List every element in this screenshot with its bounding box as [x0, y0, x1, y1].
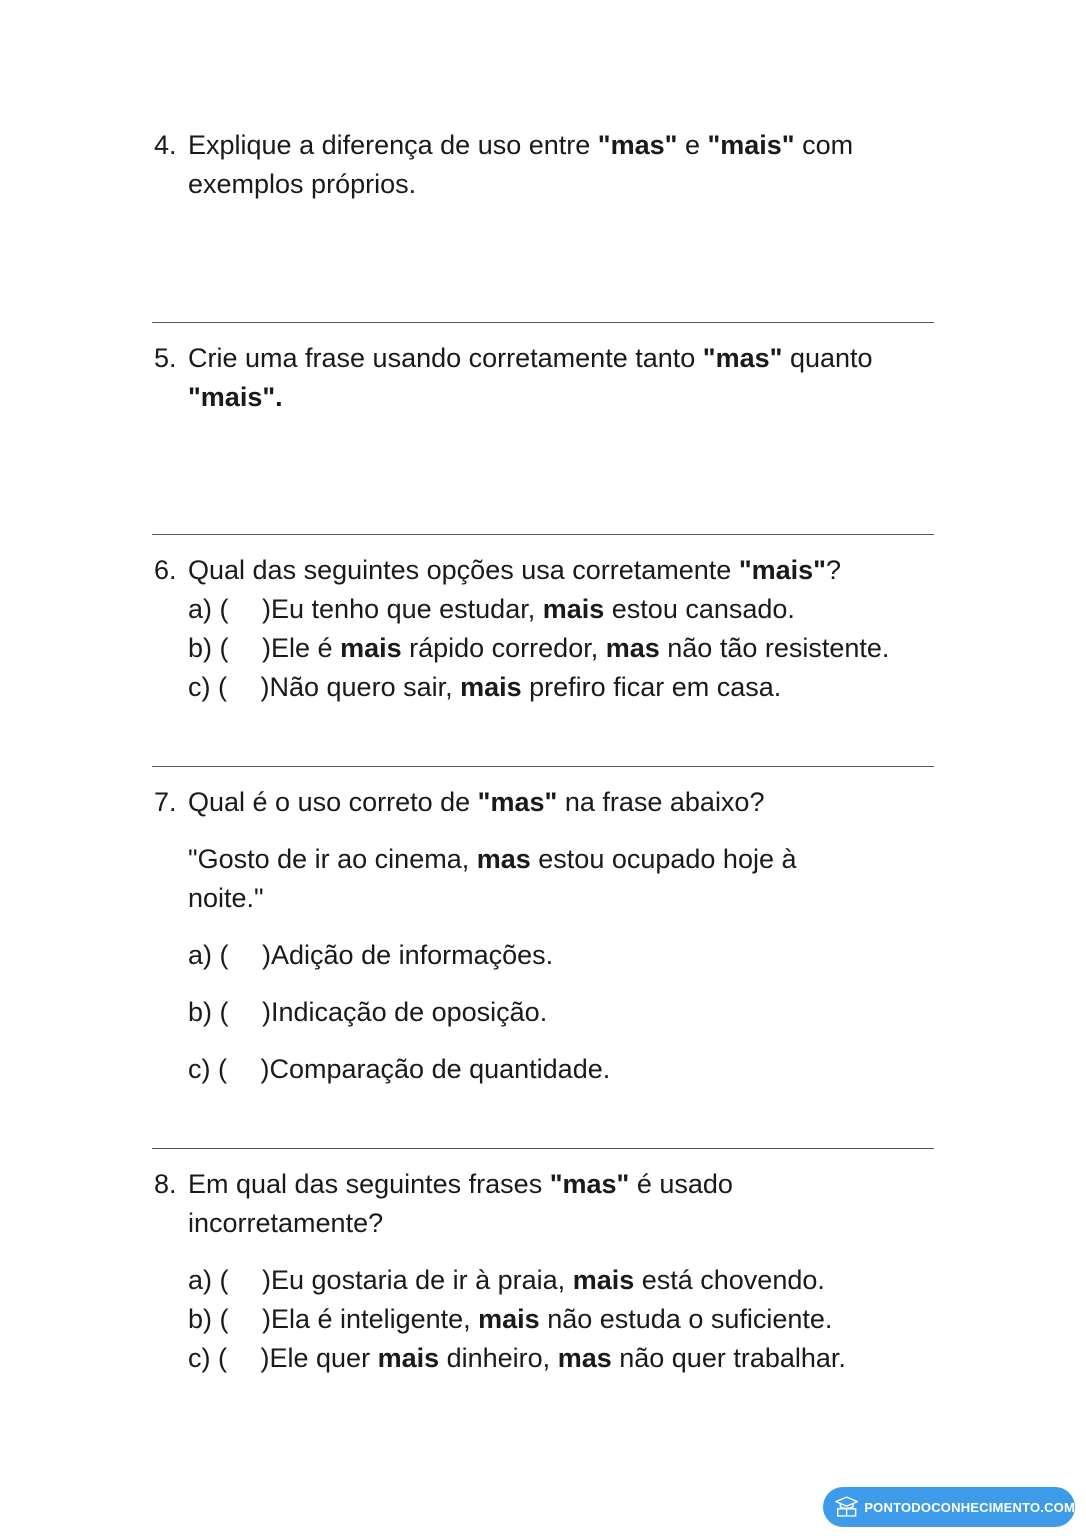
question-line [188, 551, 944, 590]
text-segment: e [677, 130, 708, 160]
text-segment: b) ( [188, 633, 237, 663]
text-segment: incorretamente? [188, 1208, 384, 1238]
text-segment: a) ( [188, 940, 237, 970]
question-line [188, 936, 944, 975]
text-segment: noite." [188, 883, 264, 913]
question-line [188, 1261, 944, 1300]
bold-term: "mas" [597, 130, 678, 160]
question-7 [154, 783, 944, 1089]
bold-term: mais [377, 1343, 440, 1373]
text-segment: Em qual das seguintes frases [188, 1169, 550, 1199]
text-segment: exemplos próprios. [188, 169, 417, 199]
bold-term: "mas" [702, 343, 783, 373]
question-text [188, 783, 944, 1089]
bold-term: mas [476, 844, 531, 874]
text-segment: não tão resistente. [659, 633, 890, 663]
question-line [188, 668, 944, 707]
text-segment: é usado [629, 1169, 733, 1199]
text-segment: c) ( [188, 672, 235, 702]
bold-term: "mais" [707, 130, 795, 160]
question-line [188, 629, 944, 668]
text-segment: Crie uma frase usando corretamente tanto [188, 343, 703, 373]
question-number: 4. [154, 130, 177, 160]
text-segment: )Ele é [262, 633, 341, 663]
text-segment: não quer trabalhar. [611, 1343, 846, 1373]
question-8 [154, 1165, 944, 1378]
text-segment: Qual é o uso correto de [188, 787, 478, 817]
text-segment: quanto [782, 343, 873, 373]
bold-term: mais [478, 1304, 540, 1334]
text-segment: Explique a diferença de uso entre [188, 130, 598, 160]
text-segment: )Não quero sair, [260, 672, 461, 702]
text-segment: )Comparação de quantidade. [260, 1054, 611, 1084]
bold-term: mais [340, 633, 402, 663]
text-segment: prefiro ficar em casa. [521, 672, 782, 702]
text-segment: não estuda o suficiente. [539, 1304, 833, 1334]
text-segment: estou cansado. [604, 594, 795, 624]
text-segment: c) ( [188, 1343, 235, 1373]
bold-term: "mas" [477, 787, 558, 817]
question-line [188, 1300, 944, 1339]
question-5 [154, 339, 944, 417]
question-4 [154, 126, 944, 204]
text-segment: b) ( [188, 997, 237, 1027]
bold-term: "mais" [738, 555, 826, 585]
answer-line [152, 766, 934, 767]
bold-term: mais [542, 594, 605, 624]
question-number: 8. [154, 1169, 177, 1199]
text-segment: )Adição de informações. [262, 940, 554, 970]
question-line [188, 1165, 944, 1204]
text-segment: )Eu tenho que estudar, [262, 594, 543, 624]
question-6 [154, 551, 944, 707]
answer-line [152, 322, 934, 323]
text-segment: está chovendo. [634, 1265, 825, 1295]
bold-term: mais [572, 1265, 635, 1295]
text-segment: )Indicação de oposição. [262, 997, 548, 1027]
question-line [188, 879, 944, 918]
question-line [188, 840, 944, 879]
bold-term: mas [557, 1343, 612, 1373]
question-text [188, 126, 944, 204]
question-number: 6. [154, 555, 177, 585]
question-line [188, 126, 944, 165]
bold-term: "mais". [188, 382, 283, 412]
answer-line [152, 1148, 934, 1149]
text-segment: "Gosto de ir ao cinema, [188, 844, 477, 874]
question-text [188, 1165, 944, 1378]
brand-badge[interactable] [823, 1487, 1075, 1527]
bold-term: mais [460, 672, 522, 702]
text-segment: na frase abaixo? [557, 787, 765, 817]
text-segment: ? [825, 555, 842, 585]
question-line [188, 165, 944, 204]
question-line [188, 993, 944, 1032]
question-line [188, 1050, 944, 1089]
text-segment: com [794, 130, 854, 160]
text-segment: )Eu gostaria de ir à praia, [262, 1265, 573, 1295]
question-line [188, 1339, 944, 1378]
graduation-book-icon [835, 1495, 858, 1519]
text-segment: estou ocupado hoje à [530, 844, 797, 874]
bold-term: "mas" [549, 1169, 630, 1199]
question-line [188, 590, 944, 629]
text-segment: b) ( [188, 1304, 237, 1334]
bold-term: mas [605, 633, 660, 663]
question-line [188, 339, 944, 378]
text-segment: rápido corredor, [401, 633, 606, 663]
text-segment: c) ( [188, 1054, 235, 1084]
question-number: 7. [154, 787, 177, 817]
answer-line [152, 534, 934, 535]
question-line [188, 1204, 944, 1243]
text-segment: )Ela é inteligente, [262, 1304, 479, 1334]
question-text [188, 551, 944, 707]
text-segment: Qual das seguintes opções usa corretamente [188, 555, 739, 585]
question-line [188, 783, 944, 822]
text-segment: )Ele quer [260, 1343, 378, 1373]
brand-text: PONTODOCONHECIMENTO.COM [864, 1499, 1075, 1515]
text-segment: dinheiro, [439, 1343, 558, 1373]
question-line [188, 378, 944, 417]
text-segment: a) ( [188, 594, 237, 624]
text-segment: a) ( [188, 1265, 237, 1295]
question-number: 5. [154, 343, 177, 373]
question-text [188, 339, 944, 417]
